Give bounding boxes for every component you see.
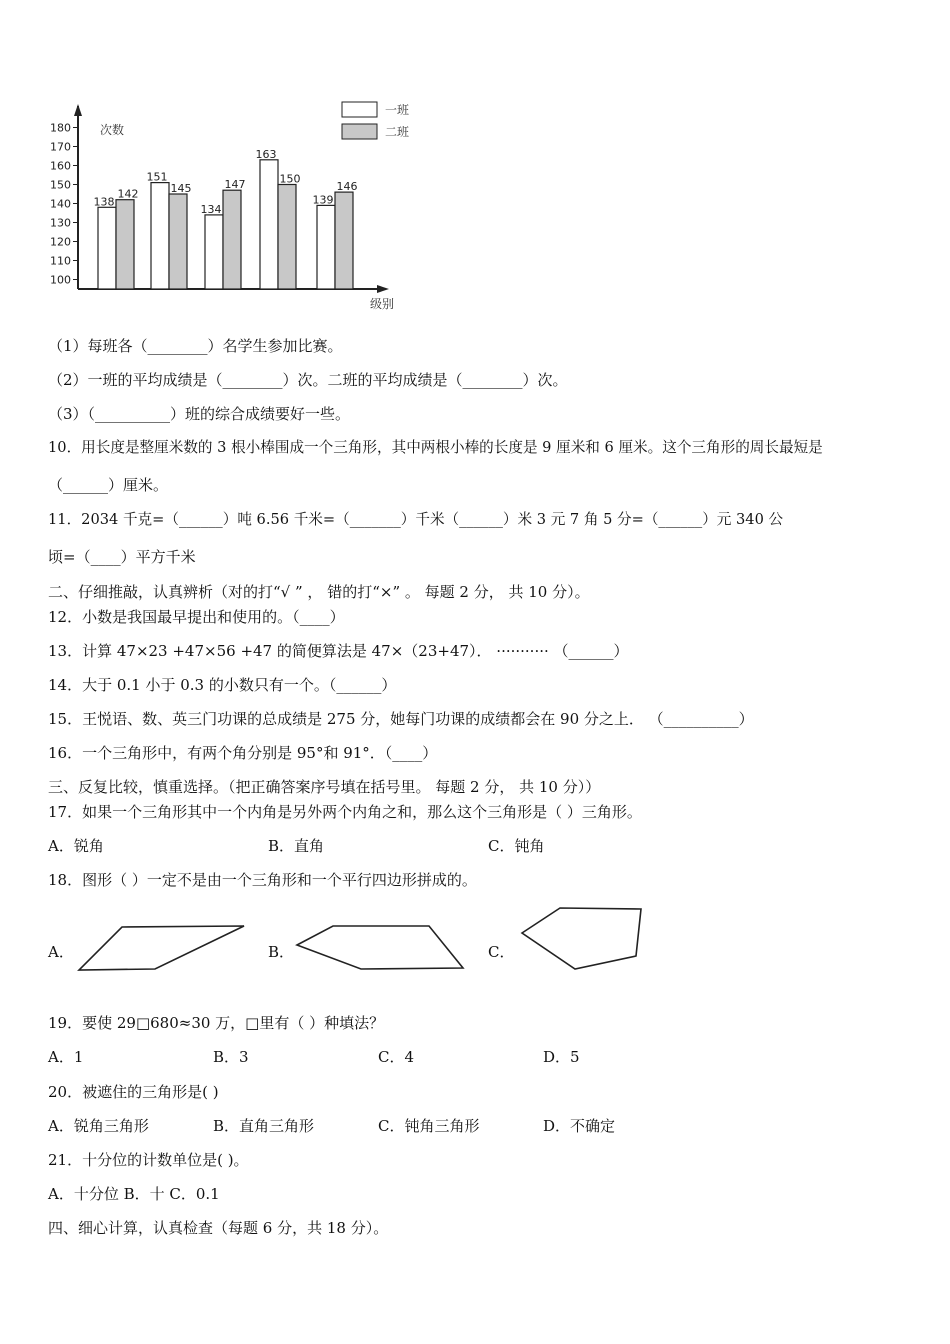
bar <box>205 215 223 289</box>
bar <box>116 200 134 289</box>
bar-chart <box>40 96 460 316</box>
bar <box>151 183 169 289</box>
shape-c-pentagon <box>522 908 641 969</box>
bar <box>317 205 335 289</box>
q17-option-b: B．直角 <box>268 837 325 855</box>
legend-label-class2: 二班 <box>385 125 410 139</box>
bar <box>335 192 353 289</box>
section-2-heading: 二、仔细推敲，认真辨析（对的打“√ ” ， 错的打“×” 。 每题 2 分， 共 10 分）。 <box>48 583 590 601</box>
shape-b-polygon <box>297 926 463 969</box>
q21: 21．十分位的计数单位是( )。 <box>48 1151 249 1169</box>
q17-option-a: A．锐角 <box>48 837 104 855</box>
q10-line2: （______）厘米。 <box>48 476 169 494</box>
q17: 17．如果一个三角形其中一个内角是另外两个内角之和，那么这个三角形是（ ）三角形。 <box>48 803 642 821</box>
q20-option-b: B．直角三角形 <box>213 1117 315 1135</box>
section-3-heading: 三、反复比较，慎重选择。（把正确答案序号填在括号里。 每题 2 分， 共 10 分）） <box>48 778 601 796</box>
q9-part2: （2）一班的平均成绩是（________）次。二班的平均成绩是（________）次。 <box>48 371 568 389</box>
bar-value-label: 145 <box>170 182 192 195</box>
q19-option-d: D．5 <box>543 1048 580 1066</box>
q14: 14．大于 0.1 小于 0.3 的小数只有一个。（______） <box>48 676 397 694</box>
y-tick-label: 120 <box>50 235 71 249</box>
bar <box>223 190 241 289</box>
legend-label-class1: 一班 <box>385 103 410 117</box>
legend-swatch-class2 <box>342 124 377 139</box>
q18-shapes <box>0 900 950 990</box>
q19-option-b: B．3 <box>213 1048 249 1066</box>
y-axis-arrow <box>74 104 82 116</box>
q18-option-b: B． <box>268 943 295 961</box>
bar <box>260 160 278 289</box>
q19-option-a: A．1 <box>48 1048 84 1066</box>
bar-value-label: 163 <box>255 147 277 161</box>
q18-option-c: C． <box>488 943 515 961</box>
bar-value-label: 142 <box>117 187 139 201</box>
q11-line1: 11．2034 千克=（______）吨 6.56 千米=（_______）千米（______）米 3 元 7 角 5 分=（______）元 340 公 <box>48 511 784 528</box>
q9-part1: （1）每班各（________）名学生参加比赛。 <box>48 337 343 355</box>
bar-value-label: 150 <box>279 172 301 186</box>
q10-line1: 10．用长度是整厘米数的 3 根小棒围成一个三角形，其中两根小棒的长度是 9 厘米和 6 厘米。这个三角形的周长最短是 <box>48 439 823 456</box>
bar <box>169 194 187 289</box>
bar-value-label: 134 <box>200 202 222 216</box>
y-tick-label: 170 <box>50 140 71 154</box>
q17-option-c: C．钝角 <box>488 837 545 855</box>
y-tick-label: 130 <box>50 216 71 230</box>
legend-swatch-class1 <box>342 102 377 117</box>
q20: 20．被遮住的三角形是( ) <box>48 1083 219 1101</box>
q15: 15．王悦语、数、英三门功课的总成绩是 275 分，她每门功课的成绩都会在 90 分之上． （__________） <box>48 710 754 728</box>
q13: 13．计算 47×23 +47×56 +47 的简便算法是 47×（23+47）． ··········· （______） <box>48 642 629 660</box>
q20-option-c: C．钝角三角形 <box>378 1117 480 1135</box>
q20-option-d: D．不确定 <box>543 1117 616 1135</box>
bar-value-label: 138 <box>93 195 115 209</box>
y-tick-label: 160 <box>50 159 71 173</box>
q21-options: A．十分位 B．十 C．0.1 <box>48 1185 220 1203</box>
bar-value-label: 147 <box>224 178 246 192</box>
q18-option-a: A． <box>48 943 74 961</box>
q19: 19．要使 29□680≈30 万，□里有（ ）种填法？ <box>48 1014 385 1032</box>
y-tick-label: 100 <box>50 273 71 287</box>
q19-option-c: C．4 <box>378 1048 415 1066</box>
bar-value-label: 139 <box>312 193 334 207</box>
bar <box>98 207 116 289</box>
q12: 12．小数是我国最早提出和使用的。（____） <box>48 608 345 626</box>
q20-option-a: A．锐角三角形 <box>48 1117 149 1135</box>
y-axis-label: 次数 <box>100 123 125 137</box>
x-axis-label: 级别 <box>370 297 395 311</box>
bar <box>278 185 296 290</box>
q18: 18．图形（ ）一定不是由一个三角形和一个平行四边形拼成的。 <box>48 871 477 889</box>
bar-value-label: 146 <box>336 180 358 194</box>
y-tick-label: 180 <box>50 121 71 135</box>
y-tick-label: 150 <box>50 178 71 192</box>
y-tick-label: 140 <box>50 197 71 211</box>
q16: 16．一个三角形中，有两个角分别是 95°和 91°．（____） <box>48 744 438 762</box>
bar-value-label: 151 <box>146 170 168 184</box>
shape-a-parallelogram <box>79 926 244 970</box>
section-4-heading: 四、细心计算，认真检查（每题 6 分，共 18 分）。 <box>48 1219 389 1237</box>
q9-part3: （3）（__________）班的综合成绩要好一些。 <box>48 405 351 423</box>
y-tick-label: 110 <box>50 254 71 268</box>
x-axis-arrow <box>377 285 389 293</box>
q11-line2: 顷=（____）平方千米 <box>48 548 196 566</box>
